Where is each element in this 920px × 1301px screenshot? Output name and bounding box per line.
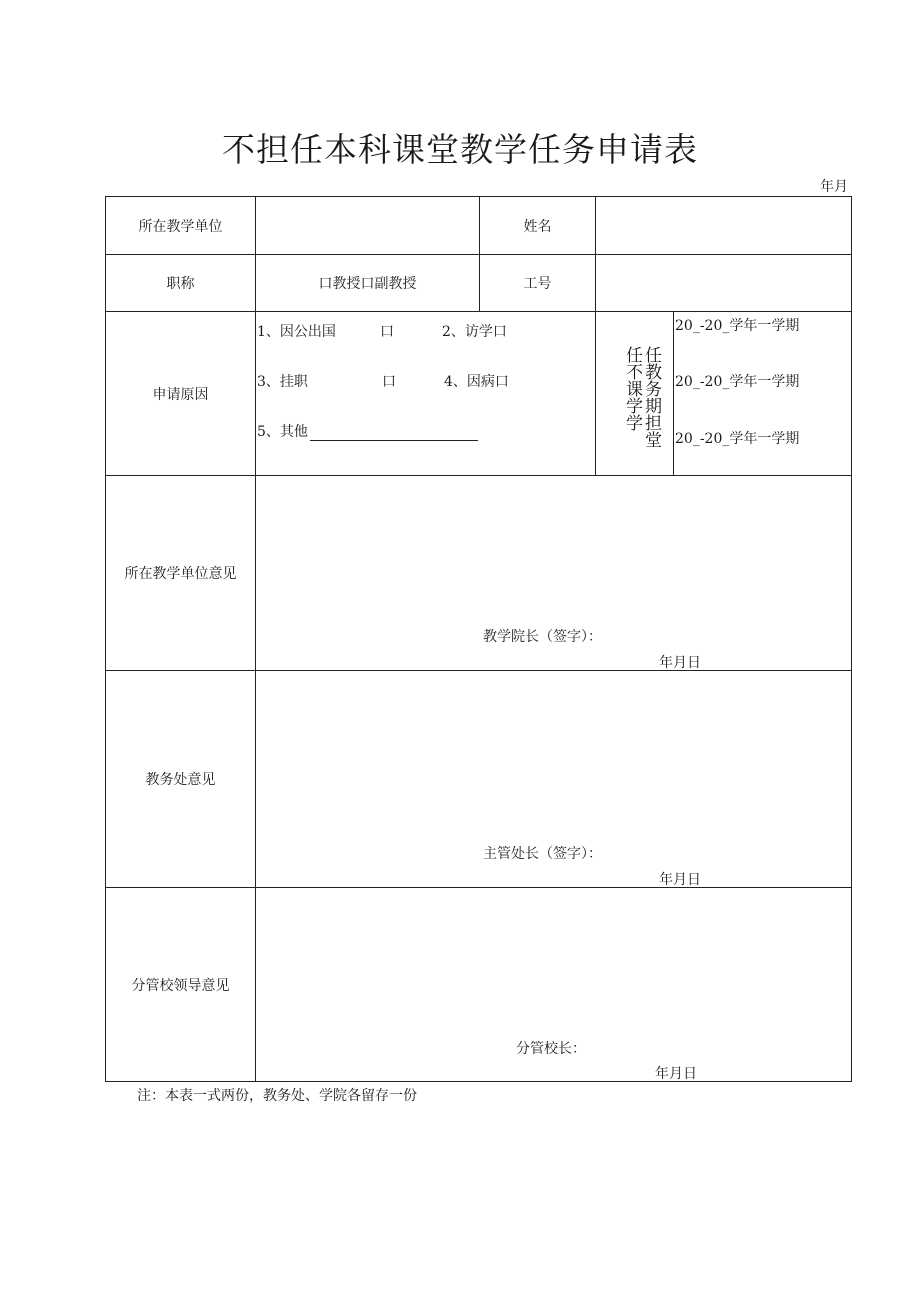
rank-options[interactable]: 口教授口副教授 [318, 276, 417, 292]
unit-opinion-label: 所在教学单位意见 [124, 566, 237, 582]
reason-5-blank[interactable] [310, 426, 478, 441]
name-field[interactable] [596, 197, 851, 254]
table-border-right [851, 196, 852, 1082]
academic-opinion-date: 年月日 [659, 872, 701, 888]
period-label-col-right: 任教务期担堂 [641, 346, 661, 448]
name-label: 姓名 [523, 218, 552, 235]
semester-1[interactable]: 20_-20_学年一学期 [675, 318, 800, 334]
leader-opinion-label: 分管校领导意见 [131, 977, 230, 994]
reason-4[interactable]: 4、因病口 [444, 374, 509, 390]
reason-2[interactable]: 2、访学口 [442, 324, 507, 340]
reason-3[interactable]: 3、挂职 [257, 374, 308, 390]
reason-1-checkbox[interactable]: 口 [380, 324, 394, 340]
academic-opinion-label: 教务处意见 [145, 772, 216, 788]
period-label-col-left: 任不课学学 [622, 346, 642, 431]
academic-opinion-signer: 主管处长（签字）： [483, 846, 602, 862]
table-border-bottom [105, 1081, 852, 1082]
reason-label: 申请原因 [152, 386, 209, 403]
footnote: 注：本表一式两份，教务处、学院各留存一份 [137, 1088, 417, 1104]
leader-opinion-date: 年月日 [655, 1066, 697, 1082]
rank-label: 职称 [166, 276, 195, 292]
reason-3-checkbox[interactable]: 口 [382, 374, 396, 390]
unit-label: 所在教学单位 [138, 218, 223, 235]
semester-3[interactable]: 20_-20_学年一学期 [675, 431, 800, 447]
staff-id-field[interactable] [596, 255, 851, 311]
unit-field[interactable] [256, 197, 479, 254]
table-rule [673, 311, 674, 476]
form-title: 不担任本科课堂教学任务申请表 [222, 130, 698, 169]
reason-5-label: 5、其他 [257, 424, 308, 440]
leader-opinion-signer: 分管校长： [516, 1041, 586, 1057]
header-date: 年月 [820, 179, 848, 195]
reason-5[interactable] [257, 421, 478, 441]
unit-opinion-signer: 教学院长（签字）： [483, 629, 602, 645]
staff-id-label: 工号 [523, 276, 552, 292]
semester-2[interactable]: 20_-20_学年一学期 [675, 374, 800, 390]
unit-opinion-date: 年月日 [659, 655, 701, 671]
table-rule [255, 196, 256, 1082]
reason-1[interactable]: 1、因公出国 [257, 324, 336, 340]
